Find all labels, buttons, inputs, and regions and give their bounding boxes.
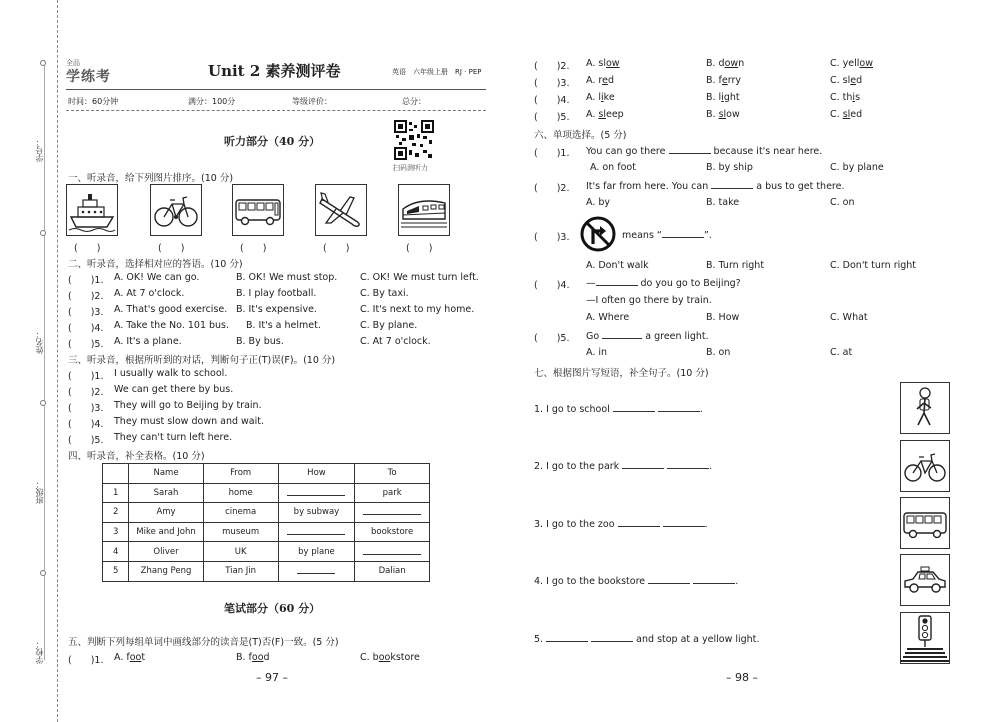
table-row <box>103 522 430 542</box>
answer-blank[interactable] <box>669 145 711 154</box>
statement-text: I usually walk to school. <box>114 368 228 379</box>
plane-icon <box>316 185 366 235</box>
option-a <box>586 75 614 86</box>
picture-walking <box>900 382 950 434</box>
answer-paren[interactable]: ( ) <box>74 243 101 254</box>
option-c: C. It's next to my home. <box>360 304 475 315</box>
sentence-start: 4. I go to the bookstore <box>534 576 646 587</box>
text-part: — <box>586 278 596 289</box>
question-text <box>586 180 845 192</box>
underlined-part: oo <box>378 652 391 663</box>
option-c: C. By plane. <box>360 320 418 331</box>
table-cell: bookstore <box>355 522 430 542</box>
listening-heading: 听力部分（40 分） <box>224 135 321 148</box>
text-part: a green light. <box>645 331 709 342</box>
table-blank-cell[interactable] <box>355 542 430 562</box>
word-part: A. l <box>586 92 602 103</box>
answer-blank[interactable] <box>613 403 655 412</box>
option-b <box>706 58 744 69</box>
word-part: B. f <box>706 75 722 86</box>
text-part: Go <box>586 331 600 342</box>
header-rule <box>66 89 486 90</box>
question-number[interactable]: ( )4. <box>68 323 104 334</box>
sentence-start: 5. <box>534 634 544 645</box>
table-cell: Zhang Peng <box>129 561 203 581</box>
logo-top-text: 全品 <box>66 59 80 67</box>
text-part: means “ <box>622 230 662 241</box>
option-a: A. It's a plane. <box>114 336 182 347</box>
option-c: C. by plane <box>830 162 884 173</box>
walking-person-icon <box>901 383 949 433</box>
class-label: 班级： <box>35 480 44 504</box>
picture-plane <box>315 184 367 236</box>
option-c <box>830 92 860 103</box>
question-number[interactable]: ( )5. <box>68 339 104 350</box>
sentence-end: . <box>735 576 739 587</box>
picture-bike <box>900 440 950 492</box>
binding-hole <box>40 570 46 576</box>
no-right-turn-sign-icon <box>580 216 616 252</box>
binding-strip <box>0 0 58 722</box>
bus-icon <box>901 498 949 548</box>
table-cell: Tian Jin <box>203 561 278 581</box>
table-header: How <box>278 464 355 484</box>
underlined-part: i <box>601 92 604 103</box>
text-part: a bus to get there. <box>756 181 845 192</box>
full-score-label: 满分：100分 <box>188 97 236 106</box>
question-number[interactable]: ( )3. <box>534 232 570 243</box>
answer-paren[interactable]: ( ) <box>158 243 185 254</box>
table-cell: home <box>203 483 278 503</box>
option-b: B. Turn right <box>706 260 765 271</box>
word-part: B. l <box>706 92 722 103</box>
option-c <box>830 109 862 120</box>
section-3-title: 三、听录音，根据所听到的对话，判断句子正(T)误(F)。(10 分) <box>68 355 336 366</box>
word-part: A. r <box>586 75 603 86</box>
list-item <box>534 575 738 587</box>
option-a: A. Take the No. 101 bus. <box>114 320 230 331</box>
question-number[interactable]: ( )2. <box>68 387 104 398</box>
table-cell: Sarah <box>129 483 203 503</box>
underlined-part: sl <box>598 109 606 120</box>
question-number[interactable]: ( )2. <box>534 61 570 72</box>
word-part: B. f <box>236 652 252 663</box>
ship-icon <box>67 185 117 235</box>
underlined-part: e <box>850 75 857 86</box>
statement-text: They will go to Beijing by train. <box>114 400 262 411</box>
question-number[interactable]: ( )1. <box>68 371 104 382</box>
answer-blank[interactable] <box>287 526 345 535</box>
option-b: B. by ship <box>706 162 753 173</box>
page-left <box>60 0 490 722</box>
taxi-icon <box>901 555 949 605</box>
word-part: A. f <box>114 652 130 663</box>
underlined-part: e <box>721 75 728 86</box>
text-part: It's far from here. You can <box>586 181 709 192</box>
option-a: A. Don't walk <box>586 260 649 271</box>
option-c <box>830 58 873 69</box>
underlined-part: ow <box>724 58 739 69</box>
word-part: ke <box>603 92 615 103</box>
answer-paren[interactable]: ( ) <box>240 243 267 254</box>
picture-bike <box>150 184 202 236</box>
student-name-label: 姓名： <box>35 330 44 354</box>
answer-blank[interactable] <box>648 575 690 584</box>
word-part: rry <box>727 75 742 86</box>
underlined-part: oo <box>251 652 264 663</box>
option-c: C. on <box>830 197 855 208</box>
answer-blank[interactable] <box>663 518 705 527</box>
list-item <box>534 460 712 472</box>
table-cell: Oliver <box>129 542 203 562</box>
option-a: A. OK! We can go. <box>114 272 200 283</box>
question-number[interactable]: ( )3. <box>68 307 104 318</box>
binding-hole <box>40 400 46 406</box>
picture-taxi <box>900 554 950 606</box>
bike-icon <box>901 441 949 491</box>
option-a: A. in <box>586 347 608 358</box>
table-blank-cell[interactable] <box>355 503 430 523</box>
option-c <box>830 75 862 86</box>
option-c: C. at <box>830 347 853 358</box>
grade-label: 等级评价： <box>292 97 332 106</box>
table-row <box>103 503 430 523</box>
underlined-part: i <box>852 92 856 103</box>
table-header: From <box>203 464 278 484</box>
question-number[interactable]: ( )4. <box>68 419 104 430</box>
page-number-right: – 98 – <box>726 671 758 684</box>
option-a <box>114 652 145 663</box>
question-number[interactable]: ( )2. <box>68 291 104 302</box>
train-icon <box>399 185 449 235</box>
list-item <box>534 403 703 415</box>
question-3-text <box>622 229 712 241</box>
page-title: Unit 2 素养测评卷 <box>208 62 341 80</box>
word-part: ed <box>850 109 863 120</box>
table-header: To <box>355 464 430 484</box>
question-number[interactable]: ( )1. <box>68 655 104 666</box>
section-5-title: 五、判断下列每组单词中画线部分的读音是(T)否(F)一致。(5 分) <box>68 637 339 648</box>
answer-blank[interactable] <box>602 330 642 339</box>
option-a <box>586 92 615 103</box>
answer-paren[interactable]: ( ) <box>323 243 350 254</box>
picture-ship <box>66 184 118 236</box>
answer-blank[interactable] <box>363 506 421 515</box>
total-label: 总分： <box>402 97 426 106</box>
answer-blank[interactable] <box>667 460 709 469</box>
table-cell: 2 <box>103 503 129 523</box>
option-b <box>706 109 740 120</box>
option-c: C. Don't turn right <box>830 260 917 271</box>
question-number[interactable]: ( )4. <box>534 95 570 106</box>
picture-bus <box>900 497 950 549</box>
binding-hole <box>40 60 46 66</box>
option-b: B. I play football. <box>236 288 317 299</box>
question-number[interactable]: ( )1. <box>534 148 570 159</box>
question-number[interactable]: ( )5. <box>534 333 570 344</box>
table-cell: UK <box>203 542 278 562</box>
table-cell: 4 <box>103 542 129 562</box>
question-text <box>586 330 709 342</box>
question-text <box>586 277 741 289</box>
word-part: ow <box>726 109 740 120</box>
option-a: A. At 7 o'clock. <box>114 288 185 299</box>
word-part: ght <box>723 92 740 103</box>
bike-icon <box>151 185 201 235</box>
option-b <box>236 652 270 663</box>
option-a <box>586 58 620 69</box>
text-part: do you go to Beijing? <box>640 278 741 289</box>
info-rule <box>66 110 486 111</box>
qr-code-icon[interactable] <box>394 120 434 160</box>
option-c: C. At 7 o'clock. <box>360 336 431 347</box>
sentence-end: . <box>709 461 713 472</box>
word-part: B. <box>706 109 719 120</box>
sentence-start: 3. I go to the zoo <box>534 519 615 530</box>
section-4-title: 四、听录音，补全表格。(10 分) <box>68 451 205 462</box>
table-cell: cinema <box>203 503 278 523</box>
word-part: d <box>263 652 270 663</box>
option-b: B. It's a helmet. <box>246 320 321 331</box>
underlined-part: oo <box>129 652 142 663</box>
picture-bus <box>232 184 284 236</box>
question-text <box>586 145 822 157</box>
sentence-end: and stop at a yellow light. <box>636 634 760 645</box>
sentence-end: . <box>699 404 703 415</box>
table-cell: 3 <box>103 522 129 542</box>
bus-icon <box>233 185 283 235</box>
answer-blank[interactable] <box>363 546 421 555</box>
word-part: C. b <box>360 652 379 663</box>
binding-hole <box>40 230 46 236</box>
logo <box>66 58 122 86</box>
table-cell: Dalian <box>355 561 430 581</box>
table-header: Name <box>129 464 203 484</box>
table-blank-cell[interactable] <box>278 561 355 581</box>
option-b <box>706 92 740 103</box>
option-b: B. OK! We must stop. <box>236 272 338 283</box>
underlined-part: ow <box>605 58 620 69</box>
fill-table <box>102 463 430 582</box>
table-row <box>103 561 430 581</box>
word-part: n <box>738 58 745 69</box>
answer-blank[interactable] <box>546 633 588 642</box>
section-1-title: 一、听录音，给下列图片排序。(10 分) <box>68 173 234 184</box>
statement-text: We can get there by bus. <box>114 384 234 395</box>
answer-blank[interactable] <box>618 518 660 527</box>
question-number[interactable]: ( )1. <box>68 275 104 286</box>
table-cell: Mike and John <box>129 522 203 542</box>
writing-heading: 笔试部分（60 分） <box>224 602 321 615</box>
list-item <box>534 633 759 645</box>
answer-blank[interactable] <box>693 575 735 584</box>
option-b: B. By bus. <box>236 336 284 347</box>
list-item <box>534 518 708 530</box>
traffic-light-icon <box>901 613 949 663</box>
page-right <box>528 0 958 722</box>
text-part: ”. <box>703 230 712 241</box>
word-part: B. d <box>706 58 725 69</box>
question-number[interactable]: ( )5. <box>68 435 104 446</box>
table-cell: museum <box>203 522 278 542</box>
statement-text: They can't turn left here. <box>114 432 233 443</box>
picture-train <box>398 184 450 236</box>
table-cell: 5 <box>103 561 129 581</box>
section-6-title: 六、单项选择。(5 分) <box>534 130 627 141</box>
sentence-start: 2. I go to the park <box>534 461 620 472</box>
header-meta: 英语 六年级上册 RJ · PEP <box>392 68 482 76</box>
text-part: because it's near here. <box>713 146 823 157</box>
word-part: kstore <box>390 652 420 663</box>
table-row <box>103 542 430 562</box>
section-7-title: 七、根据图片写短语，补全句子。(10 分) <box>534 368 709 379</box>
option-b <box>706 75 741 86</box>
underlined-part: sl <box>842 109 851 120</box>
option-a: A. on foot <box>590 162 636 173</box>
table-cell: 1 <box>103 483 129 503</box>
word-part: d <box>856 75 863 86</box>
qr-label: 扫码测听力 <box>393 164 428 172</box>
time-label: 时间：60分钟 <box>68 97 119 106</box>
text-part: You can go there <box>586 146 666 157</box>
question-number[interactable]: ( )2. <box>534 183 570 194</box>
section-2-title: 二、听录音，选择相对应的答语。(10 分) <box>68 259 243 270</box>
picture-traffic-light <box>900 612 950 664</box>
question-number[interactable]: ( )3. <box>68 403 104 414</box>
underlined-part: sl <box>718 109 727 120</box>
option-b: B. How <box>706 312 740 323</box>
table-header <box>103 464 129 484</box>
option-a: A. by <box>586 197 611 208</box>
table-cell: by plane <box>278 542 355 562</box>
option-b: B. It's expensive. <box>236 304 317 315</box>
underlined-part: ow <box>859 58 874 69</box>
table-header-row <box>103 464 430 484</box>
word-part: s <box>855 92 861 103</box>
table-blank-cell[interactable] <box>278 522 355 542</box>
answer-blank[interactable] <box>711 180 753 189</box>
page-number-left: – 97 – <box>256 671 288 684</box>
question-4-reply: —I often go there by train. <box>586 295 712 306</box>
option-a <box>586 109 624 120</box>
word-part: C. <box>830 109 843 120</box>
word-part: t <box>141 652 146 663</box>
word-part: C. th <box>830 92 853 103</box>
student-number-label: 学号： <box>35 138 44 162</box>
option-c: C. What <box>830 312 868 323</box>
question-number[interactable]: ( )3. <box>534 78 570 89</box>
word-part: eep <box>605 109 624 120</box>
answer-blank[interactable] <box>622 460 664 469</box>
sentence-start: 1. I go to school <box>534 404 610 415</box>
option-b: B. on <box>706 347 731 358</box>
answer-blank[interactable] <box>596 277 638 286</box>
table-cell: by subway <box>278 503 355 523</box>
word-part: A. sl <box>586 58 606 69</box>
option-c: C. By taxi. <box>360 288 409 299</box>
table-row <box>103 483 430 503</box>
underlined-part: e <box>602 75 608 86</box>
option-c <box>360 652 420 663</box>
answer-blank[interactable] <box>591 633 633 642</box>
logo-main-text: 学练考 <box>66 69 111 85</box>
table-cell: Amy <box>129 503 203 523</box>
table-blank-cell[interactable] <box>278 483 355 503</box>
option-a: A. That's good exercise. <box>114 304 228 315</box>
underlined-part: i <box>721 92 724 103</box>
table-cell: park <box>355 483 430 503</box>
option-b: B. take <box>706 197 740 208</box>
statement-text: They must slow down and wait. <box>114 416 264 427</box>
sentence-end: . <box>704 519 708 530</box>
word-part: d <box>607 75 614 86</box>
question-number[interactable]: ( )4. <box>534 280 570 291</box>
answer-blank[interactable] <box>662 229 704 238</box>
question-number[interactable]: ( )5. <box>534 112 570 123</box>
school-label: 学校： <box>35 640 44 664</box>
word-part: C. yell <box>830 58 860 69</box>
answer-blank[interactable] <box>287 487 345 496</box>
word-part: A. <box>586 109 599 120</box>
answer-blank[interactable] <box>658 403 700 412</box>
answer-blank[interactable] <box>297 565 335 574</box>
answer-paren[interactable]: ( ) <box>406 243 433 254</box>
word-part: C. sl <box>830 75 851 86</box>
option-a: A. Where <box>586 312 630 323</box>
option-c: C. OK! We must turn left. <box>360 272 479 283</box>
